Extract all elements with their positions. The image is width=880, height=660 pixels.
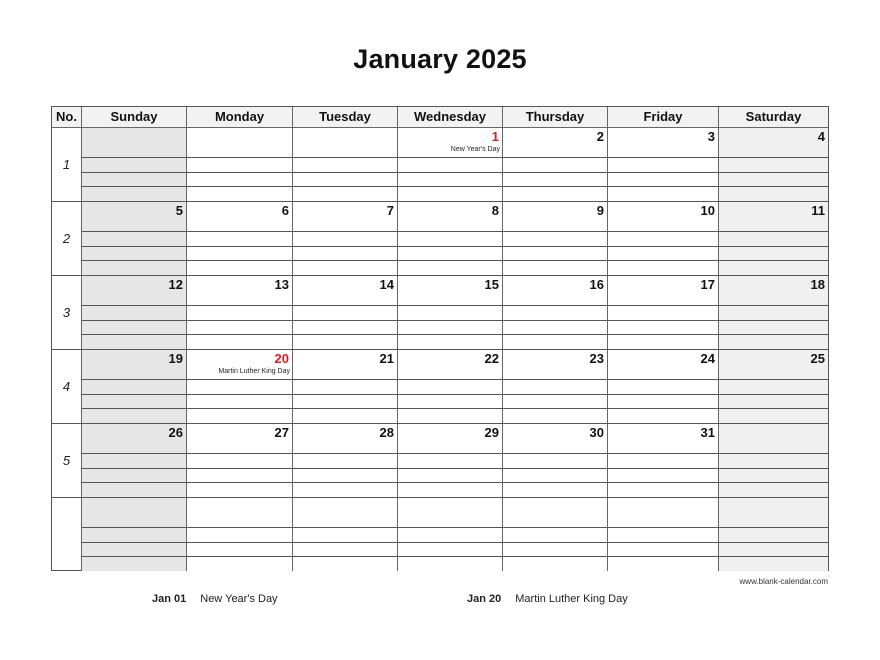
- day-cell[interactable]: [719, 350, 828, 423]
- day-cell[interactable]: [293, 128, 398, 201]
- note-line: [719, 394, 828, 395]
- note-line: [293, 186, 397, 187]
- day-cell[interactable]: [503, 424, 608, 497]
- header-day-thursday: Thursday: [503, 107, 608, 128]
- day-number: 24: [700, 351, 715, 366]
- header-day-friday: Friday: [608, 107, 719, 128]
- day-number: 11: [811, 203, 825, 218]
- holiday-legend-item: [467, 593, 628, 605]
- holiday-name: New Year's Day: [450, 146, 500, 153]
- day-cell[interactable]: [398, 498, 503, 571]
- note-line: [187, 186, 292, 187]
- note-line: [719, 334, 828, 335]
- day-cell[interactable]: [503, 276, 608, 349]
- day-cell[interactable]: [503, 350, 608, 423]
- note-line: [503, 556, 607, 557]
- note-line: [719, 556, 828, 557]
- note-line: [503, 453, 607, 454]
- note-line: [187, 408, 292, 409]
- note-line: [608, 231, 718, 232]
- note-line: [187, 379, 292, 380]
- holiday-legend-date: Jan 01: [152, 593, 187, 605]
- note-line: [719, 468, 828, 469]
- note-line: [82, 172, 186, 173]
- note-line: [82, 246, 186, 247]
- day-number: 13: [274, 277, 289, 292]
- day-number: 20: [274, 351, 289, 366]
- day-number: 26: [168, 425, 183, 440]
- day-cell[interactable]: [398, 350, 503, 423]
- note-line: [503, 334, 607, 335]
- day-number: 17: [700, 277, 715, 292]
- note-line: [82, 408, 186, 409]
- note-line: [82, 468, 186, 469]
- note-line: [398, 186, 502, 187]
- calendar-title: January 2025: [353, 44, 527, 74]
- note-line: [187, 320, 292, 321]
- note-line: [293, 260, 397, 261]
- day-cell[interactable]: [187, 424, 293, 497]
- note-line: [82, 482, 186, 483]
- note-line: [398, 408, 502, 409]
- day-number: 7: [386, 203, 394, 218]
- day-number: 27: [274, 425, 289, 440]
- day-number: 4: [817, 129, 825, 144]
- day-number: 21: [379, 351, 394, 366]
- day-number: 23: [589, 351, 604, 366]
- note-line: [187, 482, 292, 483]
- note-line: [719, 482, 828, 483]
- note-line: [503, 320, 607, 321]
- note-line: [503, 157, 607, 158]
- note-line: [719, 542, 828, 543]
- header-day-wednesday: Wednesday: [398, 107, 503, 128]
- note-line: [719, 260, 828, 261]
- day-number: 22: [484, 351, 499, 366]
- note-line: [293, 305, 397, 306]
- day-cell[interactable]: [82, 424, 187, 497]
- day-cell[interactable]: [398, 128, 503, 201]
- week-number: 2: [52, 202, 82, 275]
- holiday-legend-name: Martin Luther King Day: [515, 593, 628, 605]
- note-line: [719, 527, 828, 528]
- note-line: [503, 172, 607, 173]
- note-line: [187, 260, 292, 261]
- note-line: [503, 527, 607, 528]
- week-number: 4: [52, 350, 82, 423]
- note-line: [293, 231, 397, 232]
- day-cell[interactable]: [293, 424, 398, 497]
- day-number: 2: [596, 129, 604, 144]
- day-cell[interactable]: [608, 350, 719, 423]
- note-line: [398, 556, 502, 557]
- day-cell[interactable]: [398, 276, 503, 349]
- note-line: [608, 468, 718, 469]
- day-cell[interactable]: [187, 350, 293, 423]
- note-line: [398, 394, 502, 395]
- day-number: 30: [589, 425, 604, 440]
- note-line: [608, 556, 718, 557]
- note-line: [503, 482, 607, 483]
- note-line: [187, 394, 292, 395]
- day-cell[interactable]: [293, 276, 398, 349]
- day-number: 8: [491, 203, 499, 218]
- week-row: [52, 202, 828, 276]
- note-line: [503, 394, 607, 395]
- note-line: [503, 260, 607, 261]
- note-line: [187, 172, 292, 173]
- day-number: 19: [168, 351, 183, 366]
- note-line: [293, 334, 397, 335]
- note-line: [82, 453, 186, 454]
- week-row: [52, 350, 828, 424]
- holiday-legend-item: [152, 593, 278, 605]
- day-cell[interactable]: [82, 128, 187, 201]
- week-number: 1: [52, 128, 82, 201]
- week-row: [52, 424, 828, 498]
- note-line: [187, 556, 292, 557]
- note-line: [82, 305, 186, 306]
- note-line: [293, 527, 397, 528]
- day-cell[interactable]: [187, 276, 293, 349]
- note-line: [719, 453, 828, 454]
- note-line: [82, 379, 186, 380]
- day-number: 1: [491, 129, 499, 144]
- week-number: [52, 498, 82, 571]
- day-cell[interactable]: [398, 424, 503, 497]
- note-line: [398, 527, 502, 528]
- day-number: 5: [175, 203, 183, 218]
- note-line: [608, 394, 718, 395]
- header-day-tuesday: Tuesday: [293, 107, 398, 128]
- holiday-legend-date: Jan 20: [467, 593, 502, 605]
- note-line: [293, 453, 397, 454]
- day-cell[interactable]: [608, 424, 719, 497]
- note-line: [398, 260, 502, 261]
- note-line: [503, 542, 607, 543]
- note-line: [398, 468, 502, 469]
- note-line: [187, 527, 292, 528]
- note-line: [608, 482, 718, 483]
- note-line: [293, 408, 397, 409]
- note-line: [82, 527, 186, 528]
- day-cell[interactable]: [293, 350, 398, 423]
- note-line: [82, 157, 186, 158]
- day-cell[interactable]: [719, 424, 828, 497]
- day-cell[interactable]: [503, 498, 608, 571]
- note-line: [608, 260, 718, 261]
- day-number: 25: [810, 351, 825, 366]
- day-cell[interactable]: [608, 128, 719, 201]
- note-line: [82, 334, 186, 335]
- day-number: 28: [379, 425, 394, 440]
- week-row: [52, 128, 828, 202]
- holiday-name: Martin Luther King Day: [218, 368, 290, 375]
- day-cell[interactable]: [503, 128, 608, 201]
- note-line: [608, 379, 718, 380]
- day-number: 3: [707, 129, 715, 144]
- note-line: [398, 231, 502, 232]
- note-line: [398, 542, 502, 543]
- note-line: [608, 172, 718, 173]
- note-line: [719, 379, 828, 380]
- note-line: [187, 334, 292, 335]
- note-line: [719, 305, 828, 306]
- header-day-monday: Monday: [187, 107, 293, 128]
- note-line: [608, 186, 718, 187]
- header-day-sunday: Sunday: [82, 107, 187, 128]
- note-line: [187, 453, 292, 454]
- day-number: 14: [379, 277, 394, 292]
- day-number: 10: [700, 203, 715, 218]
- note-line: [187, 305, 292, 306]
- day-cell[interactable]: [187, 128, 293, 201]
- day-cell[interactable]: [82, 498, 187, 571]
- day-cell[interactable]: [719, 498, 828, 571]
- note-line: [293, 394, 397, 395]
- day-number: 6: [281, 203, 289, 218]
- note-line: [608, 453, 718, 454]
- note-line: [719, 231, 828, 232]
- note-line: [398, 482, 502, 483]
- day-cell[interactable]: [398, 202, 503, 275]
- note-line: [719, 320, 828, 321]
- note-line: [187, 231, 292, 232]
- note-line: [608, 334, 718, 335]
- note-line: [187, 542, 292, 543]
- note-line: [608, 320, 718, 321]
- note-line: [719, 186, 828, 187]
- day-cell[interactable]: [719, 276, 828, 349]
- note-line: [398, 305, 502, 306]
- note-line: [293, 482, 397, 483]
- day-cell[interactable]: [82, 350, 187, 423]
- note-line: [608, 542, 718, 543]
- day-number: 18: [810, 277, 825, 292]
- website-credit: www.blank-calendar.com: [739, 577, 828, 586]
- note-line: [719, 172, 828, 173]
- day-cell[interactable]: [719, 128, 828, 201]
- day-cell[interactable]: [82, 202, 187, 275]
- note-line: [293, 379, 397, 380]
- day-number: 9: [596, 203, 604, 218]
- note-line: [503, 305, 607, 306]
- note-line: [82, 542, 186, 543]
- note-line: [719, 157, 828, 158]
- note-line: [293, 320, 397, 321]
- note-line: [293, 246, 397, 247]
- day-number: 12: [168, 277, 183, 292]
- note-line: [293, 542, 397, 543]
- note-line: [608, 157, 718, 158]
- note-line: [187, 157, 292, 158]
- note-line: [398, 453, 502, 454]
- header-week-number: No.: [52, 107, 82, 128]
- note-line: [82, 394, 186, 395]
- note-line: [82, 556, 186, 557]
- note-line: [719, 246, 828, 247]
- header-day-saturday: Saturday: [719, 107, 828, 128]
- note-line: [608, 246, 718, 247]
- note-line: [503, 186, 607, 187]
- note-line: [187, 246, 292, 247]
- note-line: [503, 246, 607, 247]
- note-line: [82, 260, 186, 261]
- day-cell[interactable]: [293, 202, 398, 275]
- holiday-legend-name: New Year's Day: [200, 593, 278, 605]
- day-cell[interactable]: [82, 276, 187, 349]
- calendar-grid: [51, 106, 829, 571]
- day-cell[interactable]: [187, 202, 293, 275]
- note-line: [293, 157, 397, 158]
- note-line: [398, 320, 502, 321]
- note-line: [82, 186, 186, 187]
- note-line: [293, 468, 397, 469]
- note-line: [82, 231, 186, 232]
- note-line: [503, 379, 607, 380]
- note-line: [503, 231, 607, 232]
- note-line: [398, 246, 502, 247]
- day-cell[interactable]: [187, 498, 293, 571]
- day-number: 29: [484, 425, 499, 440]
- week-number: 3: [52, 276, 82, 349]
- note-line: [608, 408, 718, 409]
- note-line: [608, 305, 718, 306]
- note-line: [398, 379, 502, 380]
- note-line: [398, 172, 502, 173]
- day-cell[interactable]: [608, 276, 719, 349]
- week-number: 5: [52, 424, 82, 497]
- note-line: [719, 408, 828, 409]
- day-cell[interactable]: [503, 202, 608, 275]
- note-line: [608, 527, 718, 528]
- note-line: [82, 320, 186, 321]
- note-line: [187, 468, 292, 469]
- day-cell[interactable]: [293, 498, 398, 571]
- note-line: [293, 172, 397, 173]
- day-cell[interactable]: [608, 498, 719, 571]
- week-row: [52, 498, 828, 572]
- note-line: [398, 157, 502, 158]
- note-line: [293, 556, 397, 557]
- note-line: [503, 468, 607, 469]
- note-line: [398, 334, 502, 335]
- day-cell[interactable]: [608, 202, 719, 275]
- day-number: 16: [589, 277, 604, 292]
- note-line: [503, 408, 607, 409]
- week-row: [52, 276, 828, 350]
- day-number: 31: [700, 425, 715, 440]
- day-cell[interactable]: [719, 202, 828, 275]
- day-number: 15: [484, 277, 499, 292]
